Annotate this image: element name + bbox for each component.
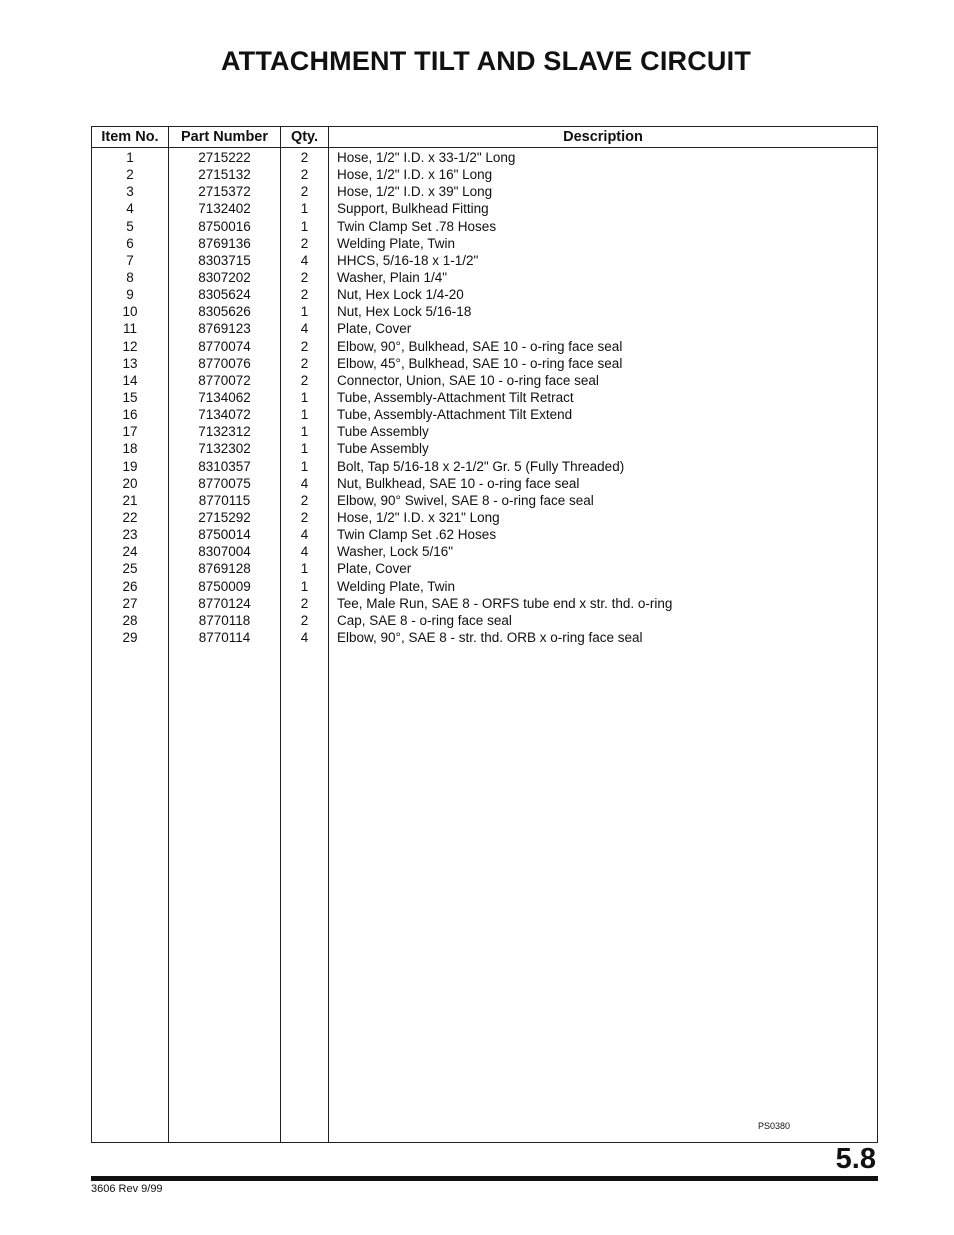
- item-number-cell: 28: [122, 612, 138, 628]
- part-number-cell: 7132312: [198, 424, 251, 440]
- table-row: [92, 389, 877, 406]
- quantity-cell: 1: [300, 441, 309, 457]
- item-number-cell: 1: [126, 150, 134, 165]
- part-number-cell: 8307004: [198, 544, 251, 560]
- quantity-cell: 1: [300, 561, 309, 577]
- description-cell: Hose, 1/2" I.D. x 33-1/2" Long: [337, 150, 516, 165]
- quantity-cell: 4: [300, 321, 309, 337]
- part-number-cell: 7132302: [198, 441, 251, 457]
- quantity-cell: 2: [300, 184, 309, 200]
- item-number-cell: 20: [122, 475, 138, 491]
- description-cell: Elbow, 45°, Bulkhead, SAE 10 - o-ring face seal: [337, 355, 623, 371]
- table-row: [92, 286, 877, 303]
- table-row: [92, 629, 877, 646]
- part-number-cell: 8770075: [198, 475, 251, 491]
- description-cell: Connector, Union, SAE 10 - o-ring face seal: [337, 372, 599, 388]
- table-row: [92, 526, 877, 543]
- item-number-cell: 14: [122, 372, 138, 388]
- part-number-cell: 8303715: [198, 252, 251, 268]
- part-number-cell: 8750009: [198, 578, 251, 594]
- table-row: [92, 578, 877, 595]
- part-number-cell: 2715372: [198, 184, 251, 200]
- part-number-cell: 8769136: [198, 235, 251, 251]
- description-cell: Hose, 1/2" I.D. x 39" Long: [337, 184, 493, 200]
- item-number-cell: 11: [122, 321, 137, 337]
- description-cell: Twin Clamp Set .78 Hoses: [337, 218, 497, 234]
- quantity-cell: 1: [300, 424, 309, 440]
- quantity-cell: 2: [300, 509, 309, 525]
- part-number-cell: 8307202: [198, 269, 251, 285]
- description-cell: HHCS, 5/16-18 x 1-1/2": [337, 252, 479, 268]
- quantity-cell: 4: [300, 527, 309, 543]
- table-row: [92, 183, 877, 200]
- part-number-cell: 7134062: [198, 389, 251, 405]
- item-number-cell: 2: [126, 167, 134, 183]
- description-cell: Nut, Hex Lock 5/16-18: [337, 304, 472, 320]
- description-cell: Tube Assembly: [337, 424, 429, 440]
- part-number-cell: 8769128: [198, 561, 251, 577]
- description-cell: Tee, Male Run, SAE 8 - ORFS tube end x str. thd. o-ring: [337, 595, 673, 611]
- table-row: [92, 406, 877, 423]
- table-row: [92, 595, 877, 612]
- description-cell: Plate, Cover: [337, 321, 412, 337]
- part-number-cell: 8770118: [198, 612, 251, 628]
- table-row: [92, 612, 877, 629]
- quantity-cell: 2: [300, 595, 309, 611]
- description-cell: Tube, Assembly-Attachment Tilt Extend: [337, 407, 573, 423]
- item-number-cell: 6: [126, 235, 134, 251]
- table-row: [92, 475, 877, 492]
- item-number-cell: 4: [126, 201, 134, 217]
- quantity-cell: 1: [300, 218, 309, 234]
- table-row: [92, 303, 877, 320]
- table-row: [92, 543, 877, 560]
- item-number-cell: 15: [122, 389, 138, 405]
- item-number-cell: 10: [122, 304, 138, 320]
- quantity-cell: 1: [300, 389, 309, 405]
- part-number-cell: 7132402: [198, 201, 251, 217]
- item-number-cell: 26: [122, 578, 138, 594]
- quantity-cell: 2: [300, 269, 309, 285]
- quantity-cell: 4: [300, 544, 309, 560]
- description-cell: Elbow, 90°, Bulkhead, SAE 10 - o-ring face seal: [337, 338, 623, 354]
- part-number-cell: 8305626: [198, 304, 251, 320]
- quantity-cell: 4: [300, 252, 309, 268]
- description-cell: Tube, Assembly-Attachment Tilt Retract: [337, 389, 574, 405]
- quantity-cell: 2: [300, 355, 309, 371]
- quantity-cell: 2: [300, 167, 309, 183]
- quantity-cell: 2: [300, 612, 309, 628]
- table-row: [92, 235, 877, 252]
- table-row: [92, 149, 877, 166]
- description-cell: Bolt, Tap 5/16-18 x 2-1/2" Gr. 5 (Fully Threaded): [337, 458, 625, 474]
- item-number-cell: 24: [122, 544, 138, 560]
- part-number-cell: 8770076: [198, 355, 251, 371]
- item-number-cell: 25: [122, 561, 138, 577]
- table-row: [92, 560, 877, 577]
- description-cell: Hose, 1/2" I.D. x 16" Long: [337, 167, 493, 183]
- part-number-cell: 8770114: [198, 629, 251, 645]
- item-number-cell: 22: [122, 509, 138, 525]
- header-part-number: Part Number: [180, 129, 269, 145]
- part-number-cell: 2715292: [198, 509, 251, 525]
- part-number-cell: 2715222: [198, 150, 251, 165]
- part-number-cell: 8770072: [198, 372, 251, 388]
- quantity-cell: 1: [300, 201, 309, 217]
- header-item-no: Item No.: [101, 129, 159, 145]
- part-number-cell: 8305624: [198, 287, 251, 303]
- description-cell: Nut, Hex Lock 1/4-20: [337, 287, 464, 303]
- part-number-cell: 8750016: [198, 218, 251, 234]
- description-cell: Twin Clamp Set .62 Hoses: [337, 527, 497, 543]
- quantity-cell: 4: [300, 629, 309, 645]
- item-number-cell: 16: [122, 407, 138, 423]
- table-row: [92, 458, 877, 475]
- table-row: [92, 492, 877, 509]
- item-number-cell: 12: [122, 338, 138, 354]
- parts-table: [91, 126, 878, 1143]
- table-row: [92, 440, 877, 457]
- table-row: [92, 166, 877, 183]
- table-row: [92, 269, 877, 286]
- table-row: [92, 252, 877, 269]
- description-cell: Support, Bulkhead Fitting: [337, 201, 489, 217]
- part-number-cell: 8770115: [198, 492, 251, 508]
- part-number-cell: 8310357: [198, 458, 251, 474]
- part-number-cell: 8750014: [198, 527, 251, 543]
- description-cell: Elbow, 90°, SAE 8 - str. thd. ORB x o-ring face seal: [337, 629, 643, 645]
- description-cell: Welding Plate, Twin: [337, 235, 456, 251]
- item-number-cell: 8: [126, 269, 134, 285]
- part-number-cell: 8770074: [198, 338, 251, 354]
- quantity-cell: 4: [300, 475, 309, 491]
- description-cell: Tube Assembly: [337, 441, 429, 457]
- description-cell: Cap, SAE 8 - o-ring face seal: [337, 612, 512, 628]
- quantity-cell: 2: [300, 150, 309, 165]
- quantity-cell: 2: [300, 287, 309, 303]
- table-row: [92, 320, 877, 337]
- item-number-cell: 13: [122, 355, 138, 371]
- item-number-cell: 17: [122, 424, 138, 440]
- table-row: [92, 509, 877, 526]
- table-row: [92, 372, 877, 389]
- description-cell: Washer, Plain 1/4": [337, 269, 448, 285]
- item-number-cell: 18: [122, 441, 138, 457]
- description-cell: Welding Plate, Twin: [337, 578, 456, 594]
- description-cell: Nut, Bulkhead, SAE 10 - o-ring face seal: [337, 475, 580, 491]
- item-number-cell: 7: [126, 252, 134, 268]
- header-divider: [92, 147, 877, 148]
- part-number-cell: 2715132: [198, 167, 251, 183]
- quantity-cell: 2: [300, 235, 309, 251]
- header-qty: Qty.: [290, 129, 319, 145]
- quantity-cell: 2: [300, 492, 309, 508]
- description-cell: Elbow, 90° Swivel, SAE 8 - o-ring face seal: [337, 492, 594, 508]
- table-row: [92, 338, 877, 355]
- table-row: [92, 200, 877, 217]
- item-number-cell: 3: [126, 184, 134, 200]
- description-cell: Hose, 1/2" I.D. x 321" Long: [337, 509, 500, 525]
- table-body: [92, 149, 877, 646]
- item-number-cell: 27: [122, 595, 138, 611]
- table-row: [92, 218, 877, 235]
- quantity-cell: 2: [300, 372, 309, 388]
- footer-revision: 3606 Rev 9/99: [91, 1183, 163, 1195]
- description-cell: Plate, Cover: [337, 561, 412, 577]
- table-row: [92, 423, 877, 440]
- item-number-cell: 5: [126, 218, 134, 234]
- description-cell: Washer, Lock 5/16": [337, 544, 454, 560]
- quantity-cell: 1: [300, 304, 309, 320]
- quantity-cell: 2: [300, 338, 309, 354]
- part-number-cell: 8769123: [198, 321, 251, 337]
- part-number-cell: 8770124: [198, 595, 251, 611]
- footer-rule: [91, 1176, 878, 1181]
- page-number: 5.8: [835, 1143, 876, 1175]
- part-number-cell: 7134072: [198, 407, 251, 423]
- item-number-cell: 19: [122, 458, 138, 474]
- header-description: Description: [563, 129, 643, 145]
- item-number-cell: 29: [122, 629, 138, 645]
- table-row: [92, 355, 877, 372]
- item-number-cell: 21: [122, 492, 138, 508]
- item-number-cell: 9: [126, 287, 134, 303]
- quantity-cell: 1: [300, 578, 309, 594]
- figure-reference: PS0380: [758, 1121, 791, 1131]
- quantity-cell: 1: [300, 407, 309, 423]
- quantity-cell: 1: [300, 458, 309, 474]
- page-title: ATTACHMENT TILT AND SLAVE CIRCUIT: [220, 46, 752, 76]
- item-number-cell: 23: [122, 527, 138, 543]
